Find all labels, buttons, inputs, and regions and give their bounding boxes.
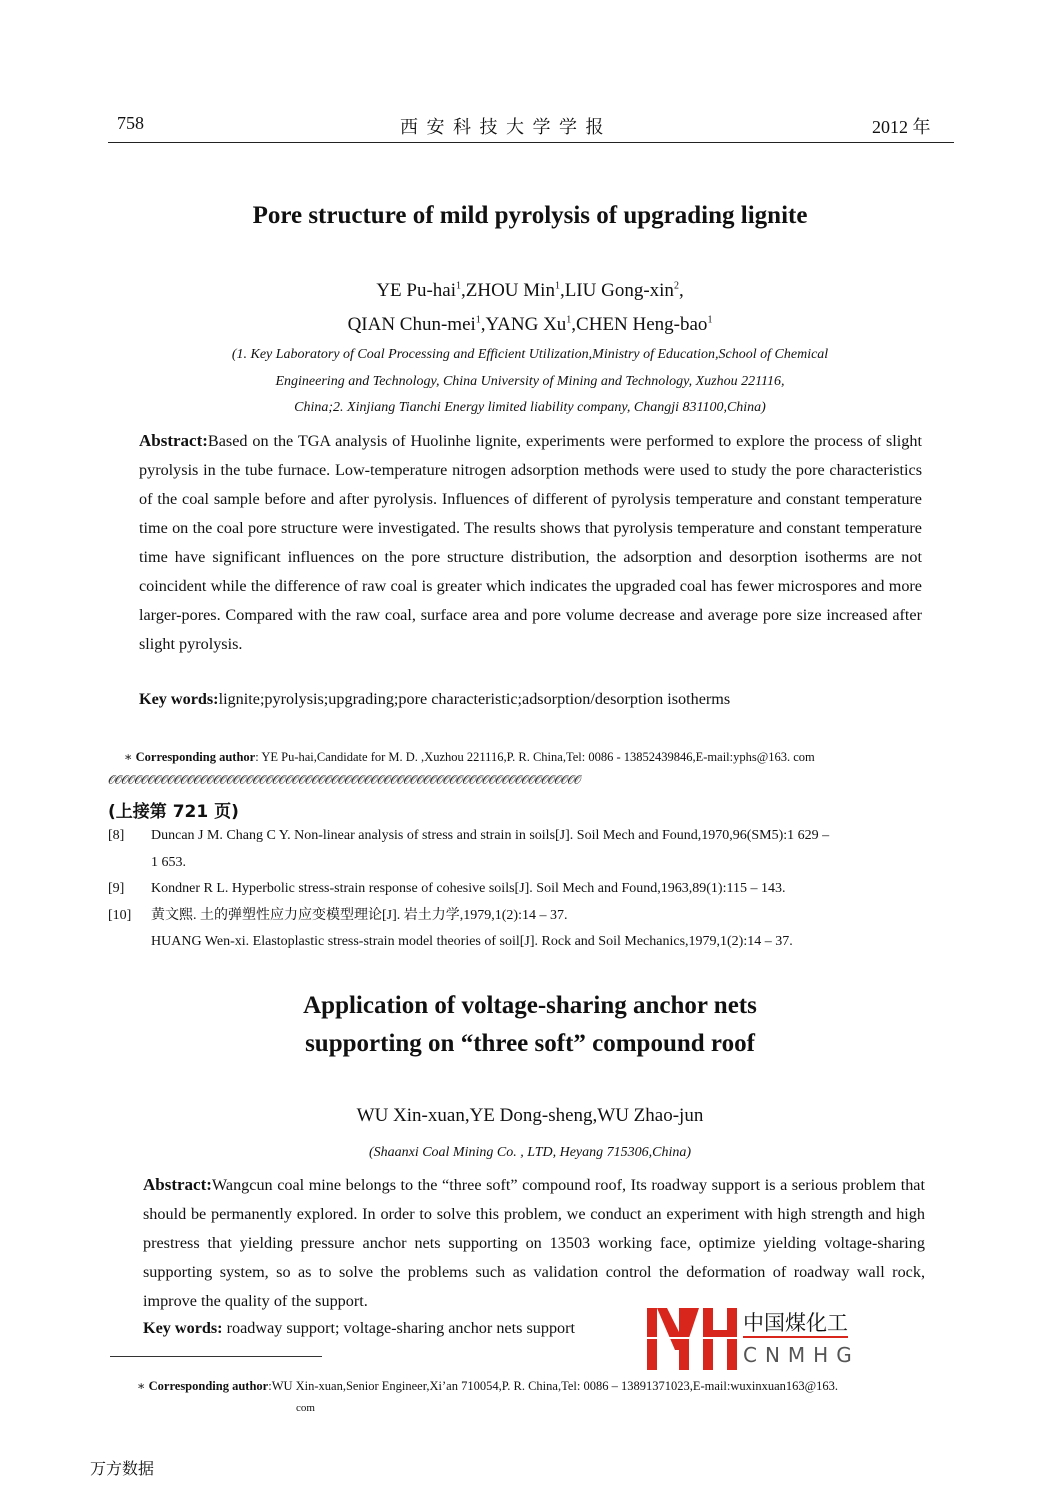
article1-title: Pore structure of mild pyrolysis of upgrading lignite: [252, 202, 808, 229]
watermark-cn-text: 中国煤化工: [743, 1310, 848, 1338]
article2-title-line2: supporting on “three soft” compound roof: [305, 1030, 755, 1057]
reference-item: [8] Duncan J M. Chang C Y. Non-linear analysis of stress and strain in soils[J]. Soil Mech and Found,1970,96(SM5):1 629 –: [108, 828, 830, 843]
article1-affiliation: (1. Key Laboratory of Coal Processing and Efficient Utilization,Ministry of Education,School of Chemical Engineering and Technology, China University of Mining and Technology, Xuzhou 221116, China;2. Xinjiang Tianchi Energy limited liability company, Changji 831100,China): [231, 347, 829, 415]
footer-source: 万方数据: [90, 1459, 155, 1478]
watermark-en-text: CNMHG: [743, 1343, 860, 1367]
journal-name: 西 安 科 技 大 学 学 报: [400, 117, 606, 137]
article1-authors-line1: YE Pu-hai$^1$,ZHOU Min$^1$,LIU Gong-xin$^2$,: [376, 280, 684, 301]
decorative-wavy-divider: 𝒪𝒪𝒪𝒪𝒪𝒪𝒪𝒪𝒪𝒪𝒪𝒪𝒪𝒪𝒪𝒪𝒪𝒪𝒪𝒪𝒪𝒪𝒪𝒪𝒪𝒪𝒪𝒪𝒪𝒪𝒪𝒪𝒪𝒪𝒪𝒪𝒪𝒪𝒪𝒪𝒪𝒪𝒪𝒪𝒪𝒪𝒪𝒪𝒪𝒪𝒪𝒪𝒪𝒪𝒪𝒪𝒪𝒪𝒪𝒪𝒪𝒪𝒪𝒪𝒪𝒪𝒪𝒪𝒪𝒪𝒪𝒪: [108, 773, 581, 785]
mh-logo-icon: [647, 1308, 737, 1370]
continued-note: (上接第 721 页): [108, 802, 239, 822]
article2-title-line1: Application of voltage-sharing anchor nets: [303, 992, 757, 1019]
cnmhg-watermark-logo: [647, 1308, 860, 1370]
article1-keywords: Key words:lignite;pyrolysis;upgrading;pore characteristic;adsorption/desorption isotherms: [139, 690, 731, 708]
article2-corresponding-author: ∗ Corresponding author:WU Xin-xuan,Senior Engineer,Xi’an 710054,P. R. China,Tel: 0086 – 13891371023,E-mail:wuxinxuan163@163.: [137, 1379, 839, 1393]
year: 2012 年: [872, 117, 931, 137]
reference-item: [10] 黄文熙. 土的弹塑性应力应变模型理论[J]. 岩土力学,1979,1(2):14 – 37.: [108, 907, 568, 923]
corresponding-author-continued: com: [296, 1402, 315, 1414]
page-number: 758: [117, 113, 144, 133]
article1-corresponding-author: ∗ Corresponding author: YE Pu-hai,Candidate for M. D. ,Xuzhou 221116,P. R. China,Tel: 0086 - 13852439846,E-mail:yphs@163. com: [124, 750, 815, 764]
article2-keywords: Key words: roadway support; voltage-sharing anchor nets support: [143, 1319, 576, 1337]
article2-abstract: Abstract:Wangcun coal mine belongs to the “three soft” compound roof, Its roadway support is a serious problem that should be permanently explored. In order to solve this problem, we conduct an experiment with high strength and high prestress that yielding pressure anchor nets supporting on 13503 working face, optimize yielding voltage-sharing supporting system, so as to solve the problems such as validation control the deformation of roadway wall rock, improve the quality of the support.: [143, 1175, 925, 1310]
article2-affiliation: (Shaanxi Coal Mining Co. , LTD, Heyang 715306,China): [368, 1145, 692, 1160]
footnote-rule: [110, 1356, 322, 1357]
article1-abstract: Abstract:Based on the TGA analysis of Huolinhe lignite, experiments were performed to explore the process of slight pyrolysis in the tube furnace. Low-temperature nitrogen adsorption methods were used to study the pore characteristics of the coal sample before and after pyrolysis. Influences of different of pyrolysis temperature and constant temperature time on the coal pore structure were investigated. The results shows that pyrolysis temperature and constant temperature time have significant influences on the pore structure distribution, the adsorption and desorption isotherms are not coincident while the difference of raw coal is greater which indicates the upgraded coal has fewer microspores and more larger-pores. Compared with the raw coal, surface area and pore volume decrease and average pore size increased after slight pyrolysis.: [139, 431, 922, 653]
references: [8] Duncan J M. Chang C Y. Non-linear analysis of stress and strain in soils[J]. Soil Mech and Found,1970,96(SM5):1 629 – 1 653. [9] Kondner R L. Hyperbolic stress-strain response of cohesive soils[J]. Soil Mech and Found,1963,89(1):115 – 143. [10] 黄文熙. 土的弹塑性应力应变模型理论[J]. 岩土力学,1979,1(2):14 – 37. HUANG Wen-xi. Elastoplastic stress-strain model theories of soil[J]. Rock and Soil Mechanics,1979,1(2):14 – 37.: [108, 823, 958, 956]
article1-authors-line2: QIAN Chun-mei$^1$,YANG Xu$^1$,CHEN Heng-bao$^1$: [347, 314, 713, 335]
article2-authors: WU Xin-xuan,YE Dong-sheng,WU Zhao-jun: [356, 1105, 704, 1126]
reference-item: [9] Kondner R L. Hyperbolic stress-strain response of cohesive soils[J]. Soil Mech and Found,1963,89(1):115 – 143.: [108, 881, 786, 896]
header-rule: [108, 142, 954, 143]
